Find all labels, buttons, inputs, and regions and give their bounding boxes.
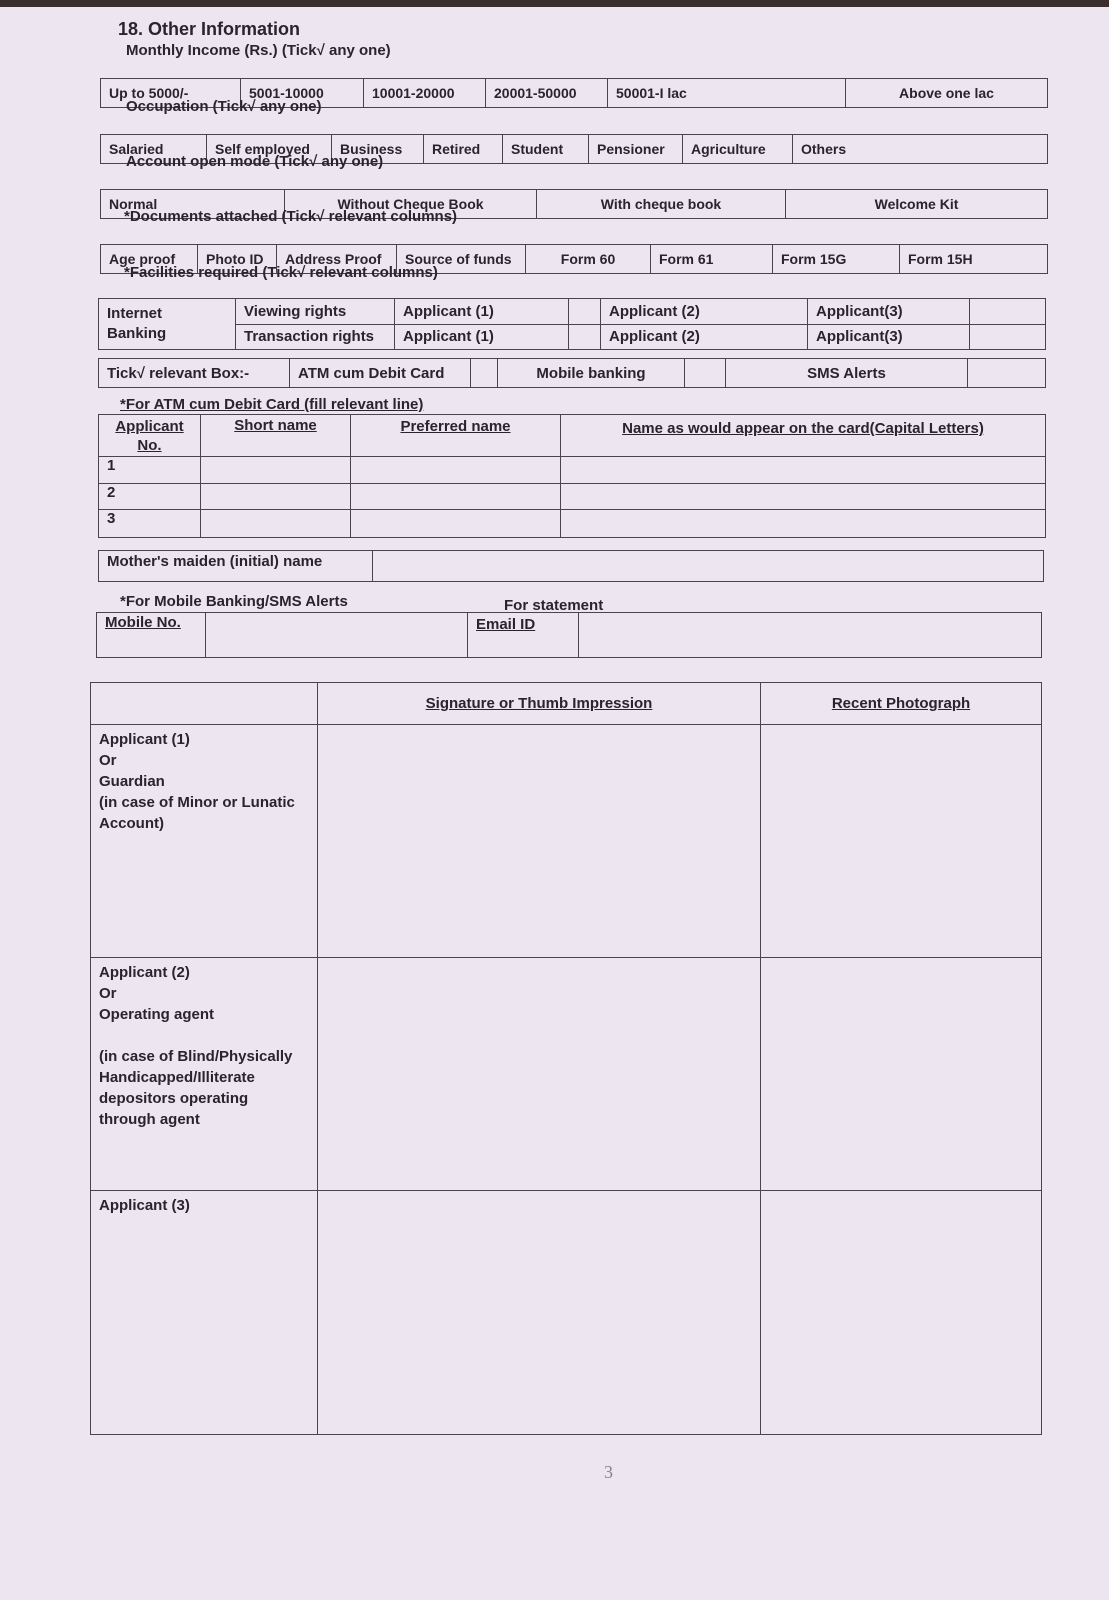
atm-preferred-name-field[interactable] — [351, 509, 561, 537]
checkbox-cell[interactable] — [569, 324, 601, 350]
income-option[interactable]: 10001-20000 — [364, 79, 486, 108]
photograph-box[interactable] — [761, 725, 1042, 958]
statement-label: For statement — [504, 597, 604, 614]
account-mode-option[interactable]: Normal — [101, 190, 285, 219]
applicant-1-text: Applicant (1) Or Guardian (in case of Minor or Lunatic Account) — [99, 731, 295, 832]
page-number: 3 — [604, 1462, 613, 1482]
viewing-applicant-1[interactable]: Applicant (1) — [395, 299, 569, 325]
mobile-banking-option[interactable]: Mobile banking — [498, 359, 685, 388]
signature-header: Signature or Thumb Impression — [318, 683, 761, 725]
atm-preferred-name-field[interactable] — [351, 483, 561, 509]
document-option[interactable]: Photo ID — [198, 245, 277, 274]
atm-row-number: 3 — [99, 509, 201, 537]
applicant-2-label — [91, 958, 318, 1191]
mobile-email-table — [96, 612, 1042, 658]
atm-short-name-field[interactable] — [201, 509, 351, 537]
account-mode-option[interactable]: Welcome Kit — [786, 190, 1048, 219]
income-label: Monthly Income (Rs.) (Tick√ any one) — [126, 42, 391, 59]
checkbox-cell[interactable] — [471, 359, 498, 388]
sms-alerts-option[interactable]: SMS Alerts — [726, 359, 968, 388]
income-option[interactable]: 5001-10000 — [241, 79, 364, 108]
atm-card-name-field[interactable] — [561, 457, 1046, 483]
checkbox-cell[interactable] — [970, 324, 1046, 350]
document-option[interactable]: Form 61 — [651, 245, 773, 274]
atm-header-card-name: Name as would appear on the card(Capital Letters) — [561, 415, 1046, 457]
applicant-3-label — [91, 1191, 318, 1435]
account-mode-option[interactable]: Without Cheque Book — [285, 190, 537, 219]
checkbox-cell[interactable] — [685, 359, 726, 388]
checkbox-cell[interactable] — [569, 299, 601, 325]
photograph-header: Recent Photograph — [761, 683, 1042, 725]
facilities-label: *Facilities required (Tick√ relevant columns) — [124, 264, 438, 281]
mother-maiden-label: Mother's maiden (initial) name — [99, 551, 373, 582]
atm-card-name-field[interactable] — [561, 483, 1046, 509]
occupation-option[interactable]: Self employed — [207, 135, 332, 164]
income-option[interactable]: 20001-50000 — [486, 79, 608, 108]
email-id-label: Email ID — [468, 613, 579, 658]
document-option[interactable]: Form 15H — [900, 245, 1048, 274]
occupation-option[interactable]: Business — [332, 135, 424, 164]
atm-header-applicant: Applicant No. — [99, 415, 201, 457]
viewing-rights-label: Viewing rights — [236, 299, 395, 325]
signature-box[interactable] — [318, 725, 761, 958]
photograph-box[interactable] — [761, 1191, 1042, 1435]
atm-row-number: 2 — [99, 483, 201, 509]
occupation-option[interactable]: Others — [793, 135, 1048, 164]
mobile-no-field[interactable] — [206, 613, 468, 658]
signature-table-corner — [91, 683, 318, 725]
signature-box[interactable] — [318, 1191, 761, 1435]
document-option[interactable]: Age proof — [101, 245, 198, 274]
atm-table — [98, 414, 1046, 538]
atm-header-preferred-name: Preferred name — [351, 415, 561, 457]
income-option[interactable]: Above one lac — [846, 79, 1048, 108]
tick-box-table — [98, 358, 1046, 388]
checkbox-cell[interactable] — [970, 299, 1046, 325]
occupation-option[interactable]: Retired — [424, 135, 503, 164]
section-title: 18. Other Information — [118, 19, 301, 39]
viewing-applicant-2[interactable]: Applicant (2) — [601, 299, 808, 325]
occupation-label: Occupation (Tick√ any one) — [126, 98, 322, 115]
mobile-no-label: Mobile No. — [97, 613, 206, 658]
income-option[interactable]: 50001-I lac — [608, 79, 846, 108]
checkbox-cell[interactable] — [968, 359, 1046, 388]
mother-maiden-table — [98, 550, 1044, 582]
transaction-rights-label: Transaction rights — [236, 324, 395, 350]
photograph-box[interactable] — [761, 958, 1042, 1191]
document-option[interactable]: Form 15G — [773, 245, 900, 274]
mobile-banking-label: *For Mobile Banking/SMS Alerts — [120, 593, 348, 610]
occupation-option[interactable]: Student — [503, 135, 589, 164]
atm-row-number: 1 — [99, 457, 201, 483]
atm-card-name-field[interactable] — [561, 509, 1046, 537]
applicant-3-text: Applicant (3) — [99, 1197, 190, 1214]
mother-maiden-field[interactable] — [373, 551, 1044, 582]
account-mode-option[interactable]: With cheque book — [537, 190, 786, 219]
viewing-applicant-3[interactable]: Applicant(3) — [808, 299, 970, 325]
atm-label: *For ATM cum Debit Card (fill relevant line) — [120, 396, 424, 413]
signature-box[interactable] — [318, 958, 761, 1191]
signature-table — [90, 682, 1042, 1435]
document-option[interactable]: Source of funds — [397, 245, 526, 274]
transaction-applicant-1[interactable]: Applicant (1) — [395, 324, 569, 350]
applicant-2-text: Applicant (2) Or Operating agent (in case of Blind/Physically Handicapped/Illiterate depositors operating through agent — [99, 964, 293, 1128]
tick-box-label: Tick√ relevant Box:- — [99, 359, 290, 388]
document-option[interactable]: Form 60 — [526, 245, 651, 274]
transaction-applicant-3[interactable]: Applicant(3) — [808, 324, 970, 350]
occupation-option[interactable]: Salaried — [101, 135, 207, 164]
occupation-option[interactable]: Pensioner — [589, 135, 683, 164]
atm-short-name-field[interactable] — [201, 483, 351, 509]
facilities-table — [98, 298, 1046, 350]
internet-banking-label: Internet Banking — [99, 299, 236, 350]
occupation-option[interactable]: Agriculture — [683, 135, 793, 164]
transaction-applicant-2[interactable]: Applicant (2) — [601, 324, 808, 350]
atm-preferred-name-field[interactable] — [351, 457, 561, 483]
documents-label: *Documents attached (Tick√ relevant columns) — [124, 208, 458, 225]
email-id-field[interactable] — [579, 613, 1042, 658]
document-option[interactable]: Address Proof — [277, 245, 397, 274]
income-option[interactable]: Up to 5000/- — [101, 79, 241, 108]
account-mode-label: Account open mode (Tick√ any one) — [126, 153, 384, 170]
atm-debit-card-option[interactable]: ATM cum Debit Card — [290, 359, 471, 388]
applicant-1-label — [91, 725, 318, 958]
top-edge — [0, 0, 1109, 7]
atm-header-short-name: Short name — [201, 415, 351, 457]
atm-short-name-field[interactable] — [201, 457, 351, 483]
